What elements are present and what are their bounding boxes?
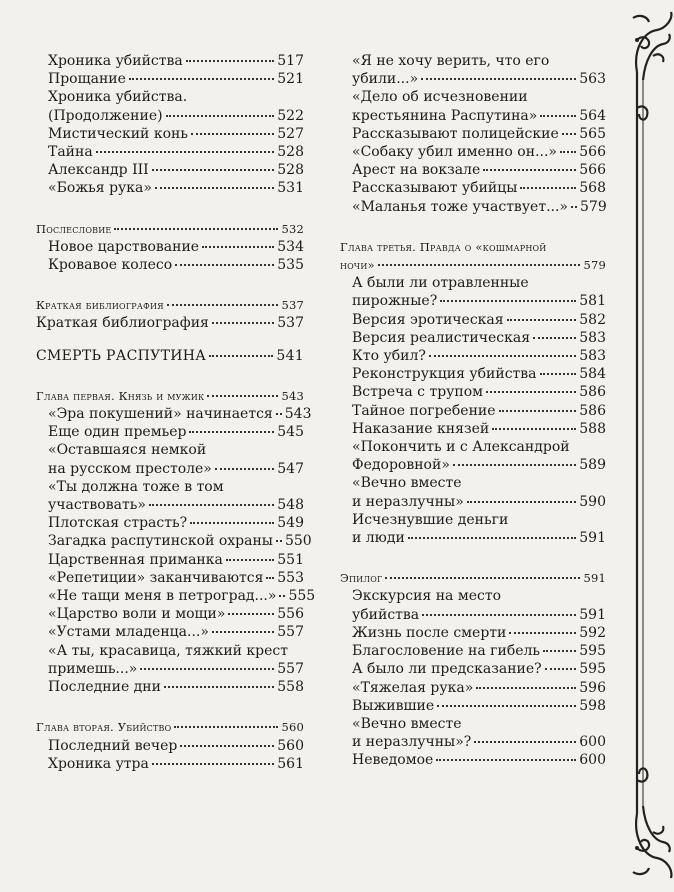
toc-entry-page: 561 <box>277 755 304 772</box>
toc-entry-title: «Божья рука» <box>48 180 152 197</box>
dot-leader <box>540 373 577 375</box>
toc-entry-page: 543 <box>281 388 304 403</box>
dot-leader <box>421 78 576 80</box>
toc-entry-page: 596 <box>579 679 606 696</box>
toc-entry-page: 550 <box>284 533 312 550</box>
toc-entry-page: 582 <box>579 311 606 328</box>
dot-leader <box>474 741 576 743</box>
toc-entry-title: Неведомое <box>352 752 434 769</box>
dot-leader <box>180 745 274 747</box>
dot-leader <box>191 133 274 135</box>
toc-entry-title: Наказание князей <box>352 420 490 437</box>
toc-entry <box>36 642 304 678</box>
toc-entry-title: Рассказывают полицейские <box>352 125 559 142</box>
dot-leader <box>279 595 285 597</box>
toc-entry-title: Реконструкция убийства <box>352 366 537 383</box>
toc-entry <box>36 314 304 332</box>
toc-entry <box>36 347 304 365</box>
dot-leader <box>507 319 577 321</box>
toc-entry-title: Царственная приманка <box>48 551 223 568</box>
dot-leader <box>215 468 274 470</box>
toc-entry-page: 557 <box>277 660 304 677</box>
toc-entry-title: Еще один премьер <box>48 424 187 441</box>
toc-entry <box>340 365 606 383</box>
toc-entry <box>340 125 606 143</box>
toc-entry-page: 600 <box>579 734 606 751</box>
dot-leader <box>486 391 576 393</box>
toc-entry-page: 560 <box>281 720 304 735</box>
dot-leader <box>378 264 581 266</box>
dot-leader <box>540 115 576 117</box>
dot-leader <box>202 246 274 248</box>
toc-entry-page: 566 <box>579 144 606 161</box>
toc-entry <box>340 420 606 438</box>
toc-entry-page: 528 <box>277 144 304 161</box>
toc-entry-page: 534 <box>277 238 304 255</box>
section-gap <box>36 333 304 347</box>
toc-entry-title: Глава вторая. Убийство <box>36 720 172 735</box>
dot-leader <box>385 577 580 579</box>
toc-entry-title: Плотская страсть? <box>48 515 188 532</box>
dot-leader <box>560 151 576 153</box>
toc-entry-page: 545 <box>277 424 304 441</box>
toc-entry-title: «Собаку убил именно он...» <box>352 144 557 161</box>
toc-entry-title: «Эра покушений» начинается <box>48 406 273 423</box>
toc-entry-title: «Покончить и с Александрой <box>352 439 570 456</box>
dot-leader <box>571 206 577 208</box>
toc-entry-title: «Устами младенца...» <box>48 624 209 641</box>
dot-leader <box>492 428 576 430</box>
toc-entry <box>340 238 606 274</box>
toc-entry-page: 568 <box>579 180 606 197</box>
toc-entry <box>36 387 304 405</box>
toc-entry-title: Федоровной» <box>352 457 450 474</box>
toc-entry-page: 584 <box>579 366 606 383</box>
toc-entry-page: 589 <box>579 457 606 474</box>
dot-leader <box>440 300 576 302</box>
toc-entry <box>36 755 304 773</box>
dot-leader <box>96 151 275 153</box>
dot-leader <box>422 614 576 616</box>
dot-leader <box>149 504 274 506</box>
toc-entry-title: Хроника убийства <box>48 53 183 69</box>
toc-entry-title: Кровавое колесо <box>48 257 173 274</box>
toc-entry <box>36 405 312 423</box>
toc-entry-page: 537 <box>281 298 304 313</box>
section-gap <box>36 274 304 296</box>
toc-entry <box>36 737 304 755</box>
toc-entry-page: 586 <box>579 384 606 401</box>
toc-entry <box>36 718 304 736</box>
dot-leader <box>212 631 274 633</box>
dot-leader <box>189 431 274 433</box>
toc-entry-title: «Вечно вместе <box>352 715 462 732</box>
toc-entry-page: 595 <box>579 661 606 678</box>
toc-entry-title: «А ты, красавица, тяжкий крест <box>48 642 289 659</box>
toc-entry-title: Последние дни <box>48 679 161 696</box>
toc-entry <box>340 715 606 751</box>
toc-entry-title: «Дело об исчезновении <box>352 89 528 106</box>
dot-leader <box>509 632 576 634</box>
dot-leader <box>166 115 275 117</box>
toc-entry-page: 579 <box>580 198 607 215</box>
dot-leader <box>114 228 278 230</box>
toc-entry <box>36 179 304 197</box>
toc-entry <box>340 569 606 587</box>
toc-entry-page: 563 <box>579 71 606 88</box>
toc-entry-title: «Ты должна тоже в том <box>48 478 224 495</box>
toc-entry-title: ночи» <box>340 258 375 273</box>
toc-entry-title: Выжившие <box>352 697 435 714</box>
toc-entry-title: Послесловие <box>36 221 112 236</box>
toc-entry-page: 549 <box>277 515 304 532</box>
toc-entry-title: СМЕРТЬ РАСПУТИНА <box>36 347 207 364</box>
toc-entry-title: на русском престоле» <box>48 460 212 477</box>
toc-entry <box>340 274 606 310</box>
toc-right-column <box>340 52 606 770</box>
toc-entry-title: Тайна <box>48 144 93 161</box>
toc-entry-title: «Маланья тоже участвует...» <box>352 198 569 215</box>
toc-entry-page: 560 <box>277 737 304 754</box>
filigree-border-icon <box>623 10 673 882</box>
toc-entry-title: Прощание <box>48 71 126 88</box>
toc-entry-page: 556 <box>277 606 304 623</box>
toc-entry <box>36 88 304 124</box>
toc-entry-title: Глава первая. Князь и мужик <box>36 388 205 403</box>
toc-entry <box>340 642 606 660</box>
toc-entry <box>36 125 304 143</box>
toc-entry <box>36 423 304 441</box>
dot-leader <box>276 540 282 542</box>
toc-entry <box>340 751 606 769</box>
toc-entry <box>36 569 304 587</box>
dot-leader <box>436 759 576 761</box>
toc-entry-title: А было ли предсказание? <box>352 661 542 678</box>
toc-entry-page: 535 <box>277 257 304 274</box>
dot-leader <box>533 337 576 339</box>
toc-entry-title: Версия эротическая <box>352 311 504 328</box>
toc-entry <box>340 474 606 510</box>
toc-entry-page: 528 <box>277 162 304 179</box>
toc-entry <box>36 70 304 88</box>
toc-entry-title: Исчезнувшие деньги <box>352 511 509 528</box>
toc-entry <box>36 478 304 514</box>
toc-entry-page: 532 <box>281 221 304 236</box>
toc-entry <box>340 161 606 179</box>
dot-leader <box>429 355 576 357</box>
toc-entry-title: Последний вечер <box>48 737 178 754</box>
toc-entry <box>36 52 304 70</box>
toc-entry <box>340 143 606 161</box>
toc-entry <box>340 660 606 678</box>
toc-entry-title: убили...» <box>352 71 419 88</box>
toc-entry-page: 527 <box>277 125 304 142</box>
dot-leader <box>520 187 576 189</box>
dot-leader <box>212 322 274 324</box>
toc-entry-title: (Продолжение) <box>48 107 163 124</box>
toc-entry <box>340 347 606 365</box>
toc-entry-page: 592 <box>579 624 606 641</box>
toc-entry-page: 565 <box>579 125 606 142</box>
toc-entry-page: 590 <box>579 493 606 510</box>
toc-entry-page: 588 <box>579 420 606 437</box>
toc-entry-page: 517 <box>277 53 304 69</box>
toc-entry-title: Жизнь после смерти <box>352 624 507 641</box>
toc-entry <box>36 161 304 179</box>
toc-entry-title: Рассказывают убийцы <box>352 180 518 197</box>
dot-leader <box>437 705 576 707</box>
dot-leader <box>467 501 576 503</box>
toc-entry <box>340 697 606 715</box>
dot-leader <box>266 577 274 579</box>
toc-entry-title: А были ли отравленные <box>352 275 529 292</box>
dot-leader <box>543 650 576 652</box>
toc-entry-title: Хроника убийства. <box>48 89 188 106</box>
toc-entry <box>340 679 606 697</box>
section-gap <box>340 547 606 569</box>
toc-entry-title: примешь...» <box>48 660 138 677</box>
toc-entry-title: «Царство воли и мощи» <box>48 606 226 623</box>
toc-left-column <box>36 52 316 773</box>
toc-entry <box>36 256 304 274</box>
toc-entry <box>36 678 304 696</box>
toc-entry-title: Александр III <box>48 162 149 179</box>
toc-entry <box>340 587 606 623</box>
toc-entry <box>340 624 606 642</box>
toc-entry-page: 558 <box>277 679 304 696</box>
dot-leader <box>129 78 274 80</box>
toc-entry-title: Хроника утра <box>48 755 149 772</box>
dot-leader <box>483 169 576 171</box>
toc-entry-page: 595 <box>579 643 606 660</box>
toc-entry-title: Глава третья. Правда о «кошмарной <box>340 239 547 254</box>
toc-entry-page: 591 <box>579 606 606 623</box>
dot-leader <box>499 410 577 412</box>
toc-entry-title: Встреча с трупом <box>352 384 484 401</box>
toc-entry <box>36 605 304 623</box>
toc-entry <box>36 587 316 605</box>
toc-entry-title: Благословение на гибель <box>352 643 541 660</box>
toc-entry-page: 579 <box>583 258 606 273</box>
toc-entry <box>36 296 304 314</box>
toc-entry-title: «Репетиции» заканчиваются <box>48 569 264 586</box>
toc-entry-title: и люди <box>352 530 405 547</box>
toc-entry-title: Эпилог <box>340 571 383 586</box>
toc-entry-title: и неразлучны» <box>352 493 464 510</box>
toc-entry-title: «Не тащи меня в петроград...» <box>48 588 277 605</box>
section-gap <box>340 216 606 238</box>
dot-leader <box>164 686 274 688</box>
toc-entry <box>36 143 304 161</box>
dot-leader <box>453 464 576 466</box>
toc-entry <box>340 198 606 216</box>
toc-entry-title: «Вечно вместе <box>352 475 462 492</box>
toc-entry-title: Версия реалистическая <box>352 329 531 346</box>
dot-leader <box>209 355 273 357</box>
section-gap <box>36 696 304 718</box>
dot-leader <box>186 60 275 62</box>
dot-leader <box>207 395 278 397</box>
toc-entry-page: 583 <box>579 329 606 346</box>
dot-leader <box>152 763 274 765</box>
toc-entry-title: крестьянина Распутина» <box>352 107 538 124</box>
toc-entry-title: Краткая библиография <box>36 298 164 313</box>
section-gap <box>36 365 304 387</box>
toc-entry <box>340 52 606 88</box>
toc-entry-title: «Оставшаяся немкой <box>48 442 207 459</box>
toc-entry-page: 600 <box>579 752 606 769</box>
toc-entry-title: Новое царствование <box>48 238 200 255</box>
toc-entry-title: убийства <box>352 606 420 623</box>
toc-entry-page: 591 <box>579 530 606 547</box>
toc-entry <box>340 88 606 124</box>
toc-entry-title: Кто убил? <box>352 348 426 365</box>
dot-leader <box>228 613 274 615</box>
toc-entry <box>340 383 606 401</box>
toc-entry-page: 555 <box>288 588 316 605</box>
toc-entry-title: участвовать» <box>48 497 146 514</box>
dot-leader <box>545 668 577 670</box>
dot-leader <box>562 133 577 135</box>
toc-entry-page: 551 <box>277 551 304 568</box>
dot-leader <box>174 726 278 728</box>
section-gap <box>36 198 304 220</box>
toc-entry <box>36 238 304 256</box>
toc-entry <box>36 532 312 550</box>
toc-entry-title: «Я не хочу верить, что его <box>352 53 550 69</box>
toc-entry <box>340 438 606 474</box>
toc-entry <box>36 623 304 641</box>
toc-entry-page: 521 <box>277 71 304 88</box>
toc-entry-title: Тайное погребение <box>352 402 496 419</box>
toc-entry-page: 566 <box>579 162 606 179</box>
dot-leader <box>140 668 274 670</box>
toc-entry-page: 547 <box>277 460 304 477</box>
toc-entry-page: 537 <box>277 315 304 332</box>
toc-entry <box>340 511 606 547</box>
dot-leader <box>226 559 274 561</box>
toc-entry-page: 553 <box>277 569 304 586</box>
dot-leader <box>152 169 275 171</box>
toc-entry <box>36 441 304 477</box>
toc-entry-title: и неразлучны»? <box>352 734 472 751</box>
toc-entry-title: Экскурсия на место <box>352 588 502 605</box>
toc-entry-page: 591 <box>583 571 606 586</box>
toc-entry-page: 543 <box>284 406 312 423</box>
toc-entry-title: Арест на вокзале <box>352 162 481 179</box>
toc-entry <box>36 514 304 532</box>
toc-entry-page: 583 <box>579 348 606 365</box>
toc-entry <box>36 551 304 569</box>
toc-entry <box>340 311 606 329</box>
dot-leader <box>190 522 274 524</box>
dot-leader <box>276 413 282 415</box>
toc-entry-page: 548 <box>277 497 304 514</box>
toc-entry-title: пирожные? <box>352 293 438 310</box>
toc-entry <box>340 179 606 197</box>
dot-leader <box>155 187 274 189</box>
toc-entry-page: 598 <box>579 697 606 714</box>
toc-entry-page: 531 <box>277 180 304 197</box>
toc-entry-title: Мистический конь <box>48 125 188 142</box>
toc-entry-page: 541 <box>276 347 304 364</box>
toc-entry <box>340 402 606 420</box>
dot-leader <box>175 264 274 266</box>
toc-entry-page: 564 <box>579 107 606 124</box>
toc-entry-title: «Тяжелая рука» <box>352 679 474 696</box>
toc-entry-title: Загадка распутинской охраны <box>48 533 273 550</box>
toc-entry-page: 522 <box>277 107 304 124</box>
dot-leader <box>476 687 576 689</box>
toc-entry-page: 581 <box>579 293 606 310</box>
toc-entry-page: 557 <box>277 624 304 641</box>
toc-entry <box>36 220 304 238</box>
dot-leader <box>167 304 279 306</box>
toc-entry-title: Краткая библиография <box>36 315 209 332</box>
toc-entry <box>340 329 606 347</box>
toc-entry-page: 586 <box>579 402 606 419</box>
dot-leader <box>408 537 576 539</box>
